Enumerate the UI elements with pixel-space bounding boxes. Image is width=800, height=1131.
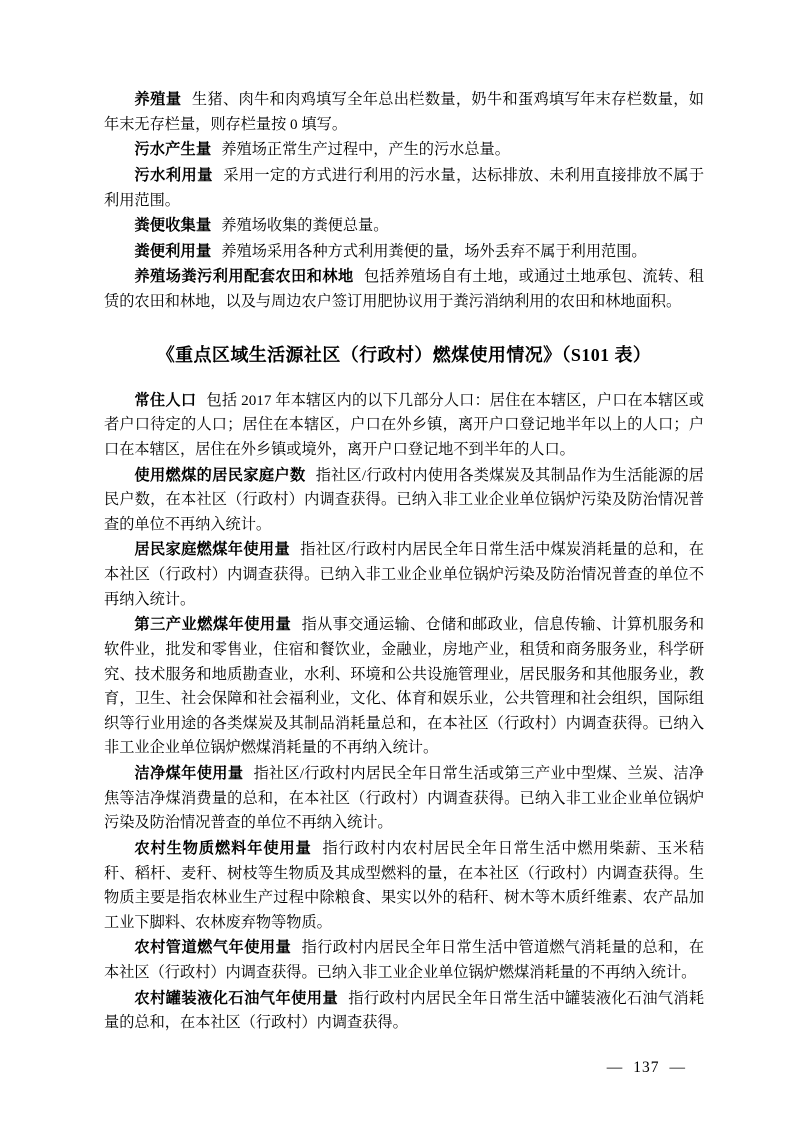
footer-left-dash: — [606,1059,624,1076]
definition-term: 农村生物质燃料年使用量 [134,839,312,857]
definition-term: 污水产生量 [134,141,212,159]
page-footer [0,1059,800,1077]
definition-paragraph [104,88,704,137]
definition-paragraph [104,164,704,213]
definition-term: 农村管道燃气年使用量 [134,939,292,957]
section-title: 《重点区域生活源社区（行政村）燃煤使用情况》（S101 表） [156,344,652,365]
definition-term: 粪便利用量 [134,242,212,260]
footer-right-dash: — [669,1059,686,1076]
definition-text: 指社区/行政村内居民全年日常生活中煤炭消耗量的总和，在本社区（行政村）内调查获得。已纳入非工业企业单位锅炉污染及防治情况普查的单位不再纳入统计。 [104,541,704,608]
definition-paragraph [104,464,704,538]
definition-term: 常住人口 [134,391,197,409]
definition-paragraph [104,138,704,163]
definition-paragraph [104,987,704,1036]
definition-term: 洁净煤年使用量 [134,765,244,782]
definition-term: 农村罐装液化石油气年使用量 [134,989,339,1007]
definition-text: 采用一定的方式进行利用的污水量，达标排放、未利用直接排放不属于利用范围。 [104,166,705,209]
definition-paragraph [104,837,704,936]
definition-text: 指从事交通运输、仓储和邮政业，信息传输、计算机服务和软件业，批发和零售业，住宿和餐饮业，金融业，房地产业，租赁和商务服务业，科学研究、技术服务和地质勘查业，水利、环境和公共设施管理业，居民服务和其他服务业，教育，卫生、社会保障和社会福利业，文化、体育和娱乐业，公共管理和社会组织，国际组织等行业用途的各类煤炭及其制品消耗量总和，在本社区（行政村）内调查获得。已纳入非工业企业单位锅炉燃煤消耗量的不再纳入统计。 [104,616,705,757]
definition-term: 居民家庭燃煤年使用量 [134,541,291,559]
definition-term: 使用燃煤的居民家庭户数 [134,466,306,484]
definition-text: 养殖场收集的粪便总量。 [221,217,389,235]
definition-text: 包括 2017 年本辖区内的以下几部分人口：居住在本辖区，户口在本辖区或者户口待定的人口；居住在本辖区，户口在外乡镇，离开户口登记地半年以上的人口；户口在本辖区，居住在外乡镇或境外，离开户口登记地不到半年的人口。 [104,391,704,458]
definition-term: 养殖量 [134,91,182,108]
definition-text: 指社区/行政村内使用各类煤炭及其制品作为生活能源的居民户数，在本社区（行政村）内调查获得。已纳入非工业企业单位锅炉污染及防治情况普查的单位不再纳入统计。 [104,466,704,533]
definition-term: 污水利用量 [134,166,213,184]
definition-text: 养殖场正常生产过程中，产生的污水总量。 [221,141,510,159]
definition-term: 第三产业燃煤年使用量 [134,616,292,634]
definition-term: 养殖场粪污利用配套农田和林地 [134,268,354,286]
definition-text: 指行政村内农村居民全年日常生活中燃用柴薪、玉米秸秆、稻杆、麦秆、树枝等生物质及其成型燃料的量，在本社区（行政村）内调查获得。生物质主要是指农林业生产过程中除粮食、果实以外的秸秆、树木等木质纤维素、农产品加工业下脚料、农林废弃物等物质。 [104,839,705,931]
definition-text: 养殖场采用各种方式利用粪便的量，场外丢弃不属于利用范围。 [221,242,647,260]
definition-text: 包括养殖场自有土地，或通过土地承包、流转、租赁的农田和林地，以及与周边农户签订用肥协议用于粪污消纳利用的农田和林地面积。 [104,268,704,310]
definition-term: 粪便收集量 [134,217,212,235]
definition-paragraph [104,762,704,836]
definition-text: 指行政村内居民全年日常生活中罐装液化石油气消耗量的总和，在本社区（行政村）内调查获得。 [104,989,705,1032]
definition-text: 生猪、肉牛和肉鸡填写全年总出栏数量，奶牛和蛋鸡填写年末存栏数量，如年末无存栏量，则存栏量按 0 填写。 [104,91,704,133]
definition-paragraph [104,240,704,265]
page-number: 137 [633,1059,660,1076]
definition-paragraph [104,389,704,463]
definition-paragraph [104,265,704,314]
definition-paragraph [104,214,704,239]
definition-paragraph [104,936,704,985]
definition-text: 指行政村内居民全年日常生活中管道燃气消耗量的总和，在本社区（行政村）内调查获得。已纳入非工业企业单位锅炉燃煤消耗量的不再纳入统计。 [104,939,705,981]
definition-paragraph [104,538,704,612]
definition-text: 指社区/行政村内居民全年日常生活或第三产业中型煤、兰炭、洁净焦等洁净煤消费量的总和，在本社区（行政村）内调查获得。已纳入非工业企业单位锅炉污染及防治情况普查的单位不再纳入统计。 [104,765,704,832]
definition-paragraph [104,613,704,761]
